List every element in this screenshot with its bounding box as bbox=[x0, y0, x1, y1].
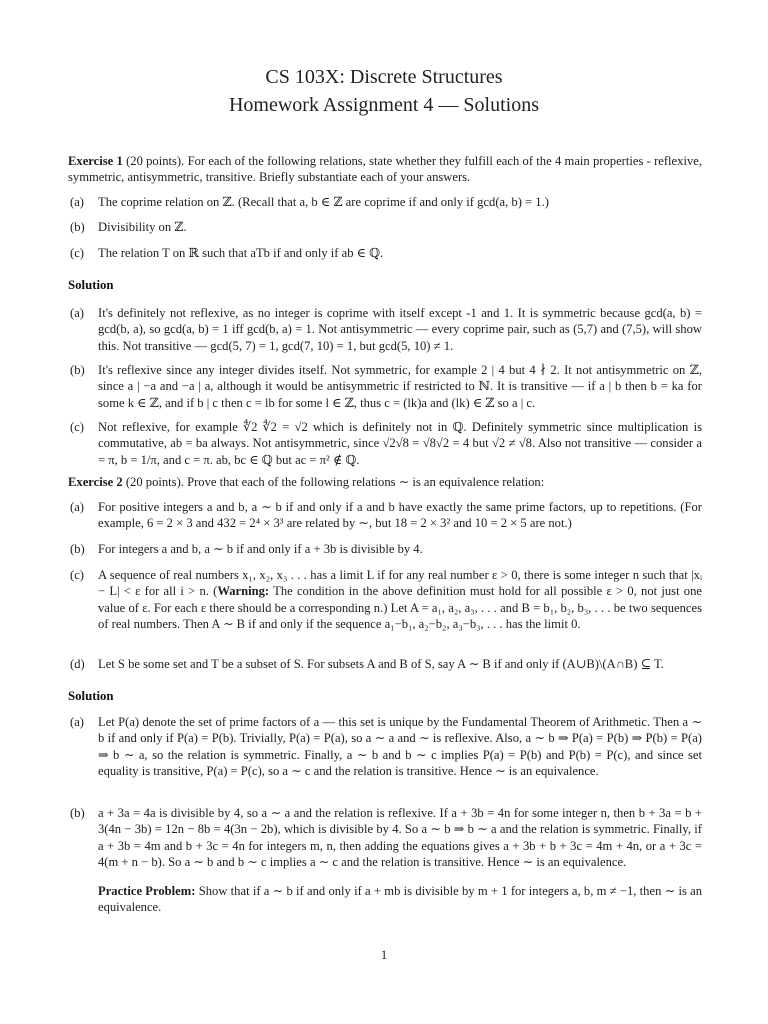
item-label: (a) bbox=[70, 715, 84, 729]
exercise-1-item-c bbox=[70, 245, 702, 261]
solution-1-item-b bbox=[70, 362, 702, 411]
exercise-2-item-b bbox=[70, 541, 702, 557]
solution-2-item-a bbox=[70, 714, 702, 779]
title-line-2: Homework Assignment 4 — Solutions bbox=[228, 94, 539, 116]
exercise-2-item-c bbox=[70, 567, 702, 632]
item-text: a + 3a = 4a is divisible by 4, so a ∼ a and the relation is reflexive. If a + 3b = 4n for some integer n, then b + 3a = b + 3(4n − 3b) = 12n − 8b = 4(3n − 2b), which is divisible by 4. So a ∼ b ⇒ b ∼ a and the relation is symmetric. Finally, if a + 3b = 4m and b + 3c = 4n for integers m, n, then adding the equations gives a + 3b + b + 3c = 4m + 4n, or a + 3c = 4(m + n − b). So a ∼ b and b ∼ c implies a ∼ c and the relation is transitive. Hence ∼ is an equivalence. bbox=[98, 806, 702, 869]
item-label: (b) bbox=[70, 220, 85, 234]
item-text bbox=[98, 567, 702, 632]
item-label: (d) bbox=[70, 657, 85, 671]
solution-2-item-b bbox=[70, 805, 702, 870]
exercise-2-label: Exercise 2 bbox=[68, 475, 123, 489]
item-text: The coprime relation on ℤ. (Recall that a, b ∈ ℤ are coprime if and only if gcd(a, b) = 1.) bbox=[98, 195, 549, 209]
item-text: It's reflexive since any integer divides itself. Not symmetric, for example 2 | 4 but 4 ∤ 2. It not antisymmetric on ℤ, since a | −a and −a | a, although it would be antisymmetric if restricted to ℕ. It is transitive — if a | b then b = ka for some k ∈ ℤ, and if b | c then c = lb for some l ∈ ℤ, thus c = (lk)a and (lk) ∈ ℤ so a | c. bbox=[98, 363, 702, 410]
exercise-1-item-b bbox=[70, 219, 702, 235]
solution-1-item-a bbox=[70, 305, 702, 354]
item-text: The relation T on ℝ such that aTb if and only if ab ∈ ℚ. bbox=[98, 246, 384, 260]
item-text: It's definitely not reflexive, as no integer is coprime with itself except -1 and 1. It is symmetric because gcd(a, b) = gcd(b, a), so gcd(a, b) = 1 iff gcd(b, a) = 1. Not antisymmetric — every coprime pair, such as (5,7) and (7,5), will show this. Not transitive — gcd(5, 7) = 1, gcd(7, 10) = 1, but gcd(5, 10) ≠ 1. bbox=[98, 306, 702, 353]
item-label: (c) bbox=[70, 420, 84, 434]
solution-1-heading: Solution bbox=[68, 278, 114, 292]
exercise-1-item-a bbox=[70, 194, 702, 210]
item-text: For positive integers a and b, a ∼ b if and only if a and b have exactly the same prime factors, up to repetitions. (For example, 6 = 2 × 3 and 432 = 2⁴ × 3³ are related by ∼, but 18 = 2 × 3² and 10 = 2 × 5 are not.) bbox=[98, 500, 702, 531]
item-label: (b) bbox=[70, 542, 85, 556]
practice-problem bbox=[98, 883, 702, 916]
item-text-part: A sequence of real numbers x₁, x₂, x₃ . . . has a limit L if for any real number ε > 0, there is some integer n such that |xᵢ − L| < ε for all i > n. ( bbox=[98, 568, 702, 599]
exercise-2-points: (20 points). bbox=[125, 475, 184, 489]
exercise-2-text: Prove that each of the following relations ∼ is an equivalence relation: bbox=[187, 475, 545, 489]
solution-1-item-c bbox=[70, 419, 702, 468]
solution-2-heading: Solution bbox=[68, 689, 114, 703]
item-label: (c) bbox=[70, 568, 84, 582]
item-label: (c) bbox=[70, 246, 84, 260]
item-text: Not reflexive, for example ∜2 ∜2 = √2 which is definitely not in ℚ. Definitely symmetric since multiplication is commutative, ab = ba always. Not antisymmetric, since √2√8 = √8√2 = 4 but √2 ≠ √8. Also not transitive — consider a = π, b = 1/π, and c = π. ab, bc ∈ ℚ but ac = π² ∉ ℚ. bbox=[98, 420, 702, 467]
exercise-1-points: (20 points). bbox=[126, 154, 185, 168]
item-label: (b) bbox=[70, 363, 85, 377]
exercise-2-item-d bbox=[70, 656, 702, 672]
item-label: (b) bbox=[70, 806, 85, 820]
page-number: 1 bbox=[380, 948, 388, 962]
exercise-1-text: For each of the following relations, state whether they fulfill each of the 4 main properties - reflexive, symmetric, antisymmetric, transitive. Briefly substantiate each of your answers. bbox=[68, 154, 702, 185]
item-text: Let S be some set and T be a subset of S. For subsets A and B of S, say A ∼ B if and only if (A∪B)\(A∩B) ⊆ T. bbox=[98, 657, 664, 671]
warning-label: Warning: bbox=[217, 584, 270, 599]
item-text: Let P(a) denote the set of prime factors of a — this set is unique by the Fundamental Theorem of Arithmetic. Then a ∼ b if and only if P(a) = P(b). Trivially, P(a) = P(a), so a ∼ a and ∼ is reflexive. Also, a ∼ b ⇒ P(a) = P(b) ⇒ P(b) = P(a) ⇒ b ∼ a, so the relation is symmetric. Finally, a ∼ b and b ∼ c implies P(a) = P(b) and P(b) = P(c), and since set equality is transitive, P(a) = P(c), so a ∼ c and the relation is transitive. Hence ∼ is an equivalence. bbox=[98, 715, 702, 778]
practice-problem-text: Show that if a ∼ b if and only if a + mb is divisible by m + 1 for integers a, b, m ≠ −1, then ∼ is an equivalence. bbox=[98, 884, 703, 915]
practice-problem-label: Practice Problem: bbox=[98, 884, 196, 898]
item-label: (a) bbox=[70, 306, 84, 320]
item-label: (a) bbox=[70, 195, 84, 209]
title-line-1: CS 103X: Discrete Structures bbox=[265, 66, 503, 88]
item-text: Divisibility on ℤ. bbox=[98, 220, 187, 234]
exercise-1-statement bbox=[68, 153, 702, 186]
item-text-part: The condition in the above definition must hold for all possible ε > 0, not just one value of ε. For each ε there should be a corresponding n.) Let A = a₁, a₂, a₃, . . . and B = b₁, b₂, b₃, . . . be two sequences of real numbers. Then A ∼ B if and only if the sequence a₁−b₁, a₂−b₂, a₃−b₃, . . . has the limit 0. bbox=[98, 584, 702, 631]
exercise-2-statement bbox=[68, 474, 702, 490]
exercise-1-label: Exercise 1 bbox=[68, 154, 123, 168]
item-text: For integers a and b, a ∼ b if and only if a + 3b is divisible by 4. bbox=[98, 542, 423, 556]
item-label: (a) bbox=[70, 500, 84, 514]
exercise-2-item-a bbox=[70, 499, 702, 532]
